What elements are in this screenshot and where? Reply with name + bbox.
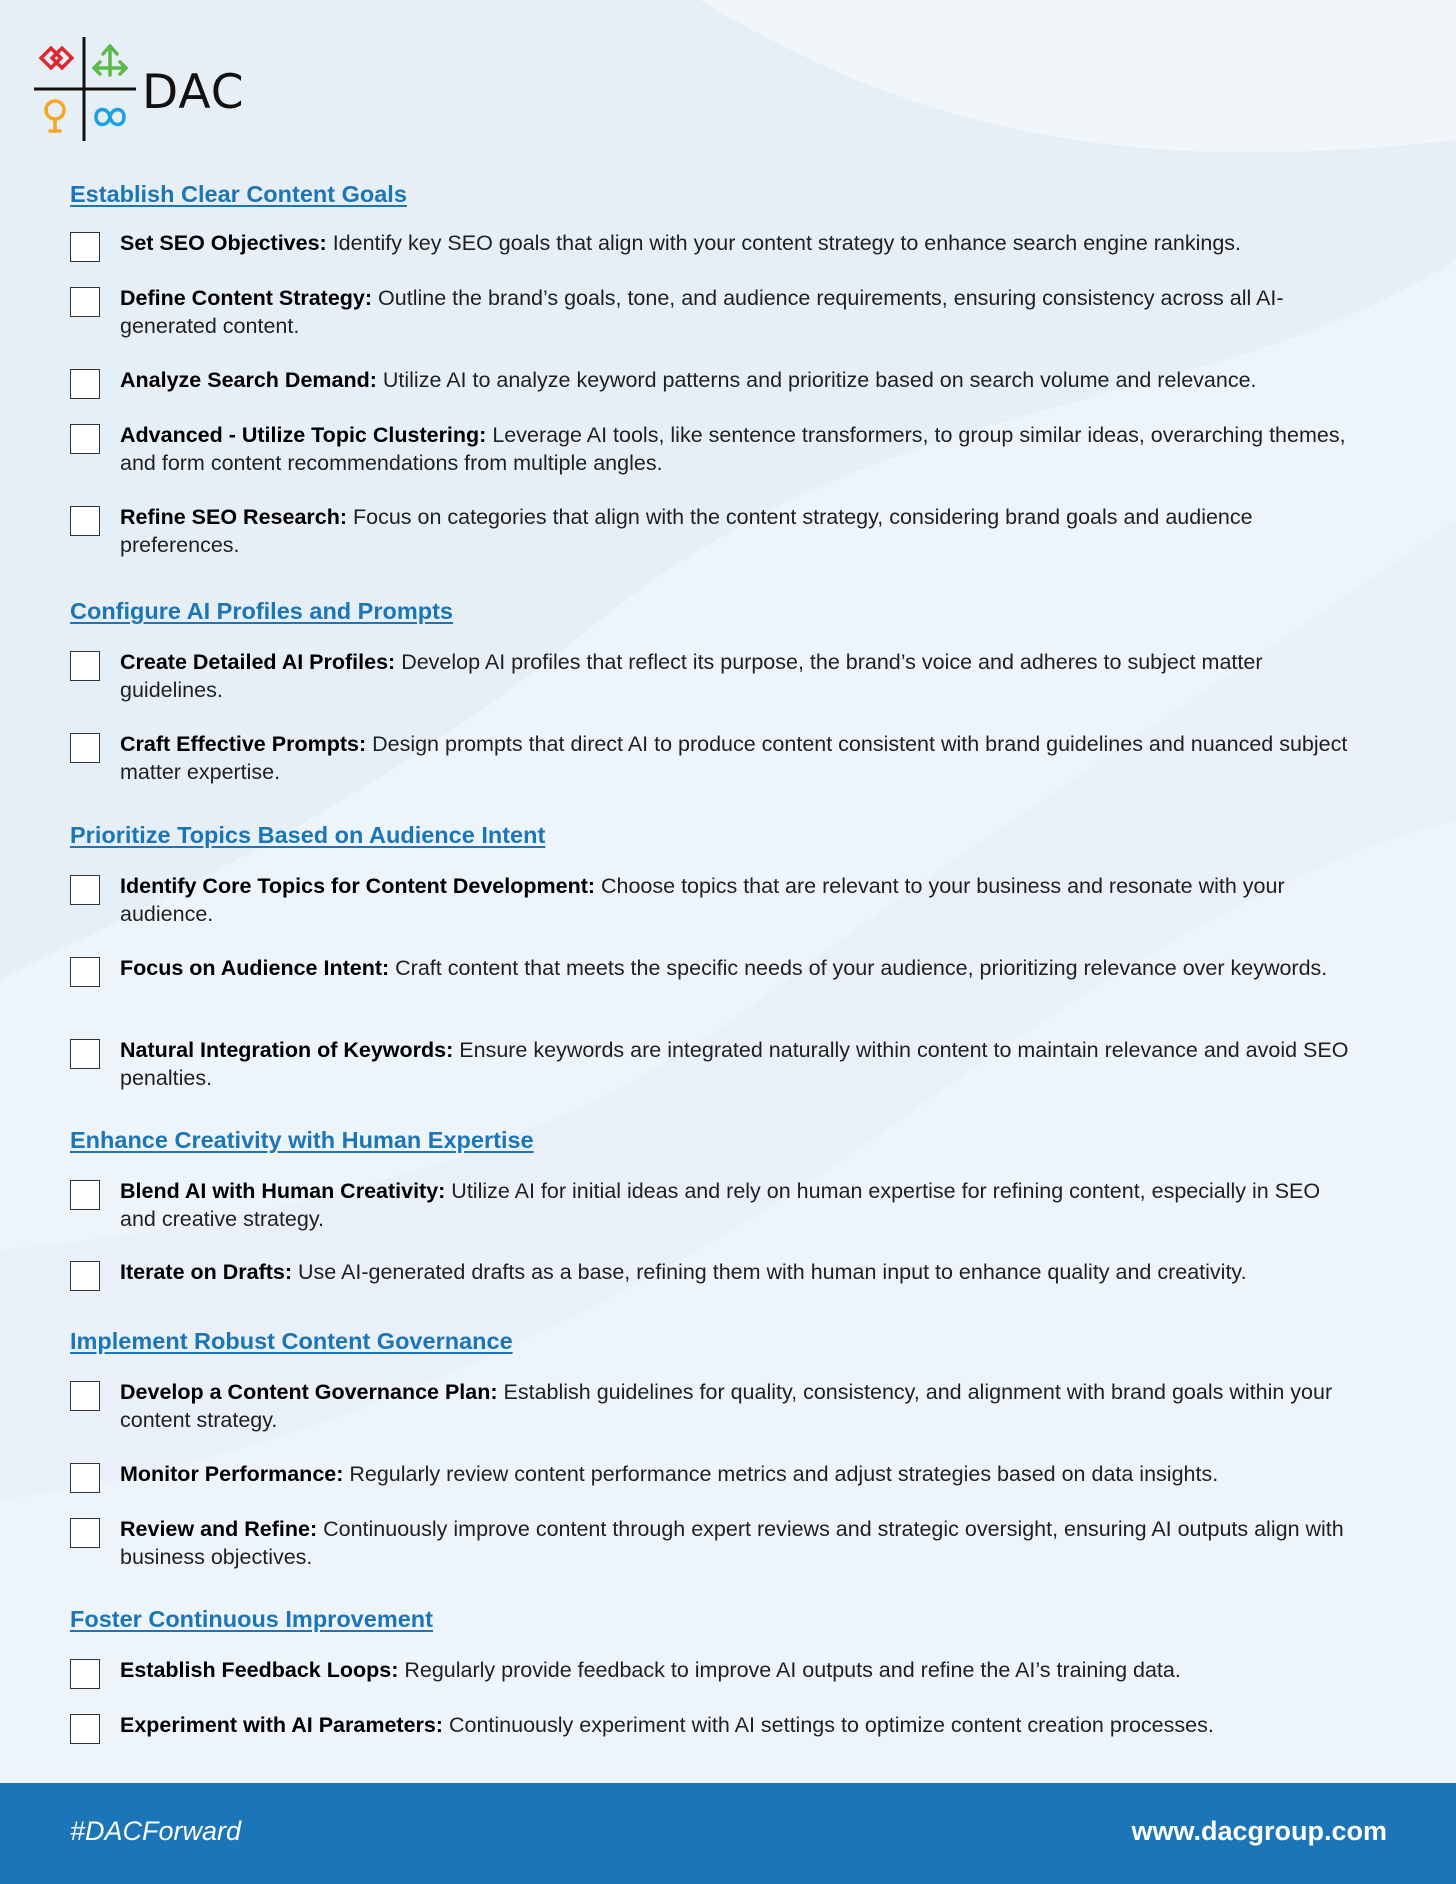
checkbox[interactable] [70,733,100,763]
item-description: Leverage AI tools, like sentence transformers, to group similar ideas, overarching themes, and form content recommendations from multiple angles. [120,423,1346,475]
item-text [120,872,1360,928]
checkbox[interactable] [70,1518,100,1548]
item-label: Blend AI with Human Creativity: [120,1179,446,1203]
logo-wordmark: DAC [142,65,245,120]
item-label: Experiment with AI Parameters: [120,1713,444,1737]
footer-website-link[interactable]: www.dacgroup.com [1131,1816,1387,1846]
item-description: Utilize AI to analyze keyword patterns and prioritize based on search volume and relevance. [376,368,1257,392]
section-content-governance [70,1328,1360,1569]
item-description: Identify key SEO goals that align with your content strategy to enhance search engine rankings. [326,231,1242,255]
item-description: Ensure keywords are integrated naturally within content to maintain relevance and avoid SEO penalties. [120,1038,1349,1090]
item-label: Analyze Search Demand: [120,368,377,392]
item-description: Utilize AI for initial ideas and rely on human expertise for refining content, especially in SEO and creative strategy. [120,1179,1321,1231]
item-description: Craft content that meets the specific needs of your audience, prioritizing relevance over keywords. [389,956,1328,980]
item-label: Set SEO Objectives: [120,231,327,255]
item-label: Identify Core Topics for Content Development: [120,874,596,898]
item-description: Establish guidelines for quality, consistency, and alignment with brand goals within your content strategy. [120,1380,1333,1432]
item-text [120,284,1360,340]
item-text [120,503,1360,559]
section-configure-ai [70,598,1360,784]
item-label: Natural Integration of Keywords: [120,1038,454,1062]
item-text [120,730,1360,786]
item-description: Continuously improve content through expert reviews and strategic oversight, ensuring AI outputs align with business objectives. [120,1517,1344,1569]
item-text [120,366,1360,394]
item-label: Define Content Strategy: [120,286,373,310]
checkbox[interactable] [70,1659,100,1689]
section-title[interactable]: Implement Robust Content Governance [70,1328,513,1354]
item-label: Iterate on Drafts: [120,1260,293,1284]
item-description: Use AI-generated drafts as a base, refining them with human input to enhance quality and creativity. [292,1260,1247,1284]
section-title[interactable]: Prioritize Topics Based on Audience Intent [70,822,546,848]
checkbox[interactable] [70,1039,100,1069]
section-continuous-improvement [70,1606,1360,1737]
dac-logo [30,35,250,145]
item-text [120,1515,1360,1571]
item-text [120,954,1360,982]
checkbox[interactable] [70,1180,100,1210]
checkbox[interactable] [70,875,100,905]
checkbox[interactable] [70,287,100,317]
item-label: Advanced - Utilize Topic Clustering: [120,423,487,447]
item-text [120,1036,1360,1092]
dac-logo-mark-icon [30,35,140,145]
item-description: Develop AI profiles that reflect its purpose, the brand’s voice and adheres to subject matter guidelines. [120,650,1263,702]
item-label: Craft Effective Prompts: [120,732,367,756]
item-text [120,1711,1360,1739]
item-text [120,1258,1360,1286]
item-description: Focus on categories that align with the content strategy, considering brand goals and audience preferences. [120,505,1253,557]
item-text [120,1177,1360,1233]
item-description: Outline the brand’s goals, tone, and audience requirements, ensuring consistency across all AI-generated content. [120,286,1284,338]
footer-bar [0,1783,1456,1884]
section-title[interactable]: Establish Clear Content Goals [70,181,407,207]
checkbox[interactable] [70,957,100,987]
item-text [120,648,1360,704]
item-description: Regularly review content performance metrics and adjust strategies based on data insights. [343,1462,1219,1486]
item-label: Establish Feedback Loops: [120,1658,399,1682]
item-description: Continuously experiment with AI settings to optimize content creation processes. [443,1713,1214,1737]
item-text [120,1378,1360,1434]
item-label: Review and Refine: [120,1517,318,1541]
item-text [120,421,1360,477]
section-title[interactable]: Configure AI Profiles and Prompts [70,598,453,624]
section-establish-goals [70,181,1360,557]
item-label: Refine SEO Research: [120,505,348,529]
section-enhance-creativity [70,1127,1360,1284]
item-description: Regularly provide feedback to improve AI outputs and refine the AI’s training data. [398,1658,1181,1682]
checkbox[interactable] [70,1381,100,1411]
checkbox[interactable] [70,1714,100,1744]
item-text [120,1460,1360,1488]
checkbox[interactable] [70,506,100,536]
item-text [120,229,1360,257]
footer-hashtag[interactable]: #DACForward [70,1816,242,1846]
item-label: Monitor Performance: [120,1462,344,1486]
checkbox[interactable] [70,1261,100,1291]
checkbox[interactable] [70,651,100,681]
item-description: Choose topics that are relevant to your business and resonate with your audience. [120,874,1285,926]
section-prioritize-topics [70,822,1360,1090]
item-label: Develop a Content Governance Plan: [120,1380,498,1404]
item-description: Design prompts that direct AI to produce content consistent with brand guidelines and nuanced subject matter expertise. [120,732,1348,784]
checkbox[interactable] [70,1463,100,1493]
item-label: Create Detailed AI Profiles: [120,650,396,674]
item-text [120,1656,1360,1684]
checkbox[interactable] [70,424,100,454]
section-title[interactable]: Foster Continuous Improvement [70,1606,433,1632]
section-title[interactable]: Enhance Creativity with Human Expertise [70,1127,534,1153]
checkbox[interactable] [70,232,100,262]
checkbox[interactable] [70,369,100,399]
item-label: Focus on Audience Intent: [120,956,390,980]
